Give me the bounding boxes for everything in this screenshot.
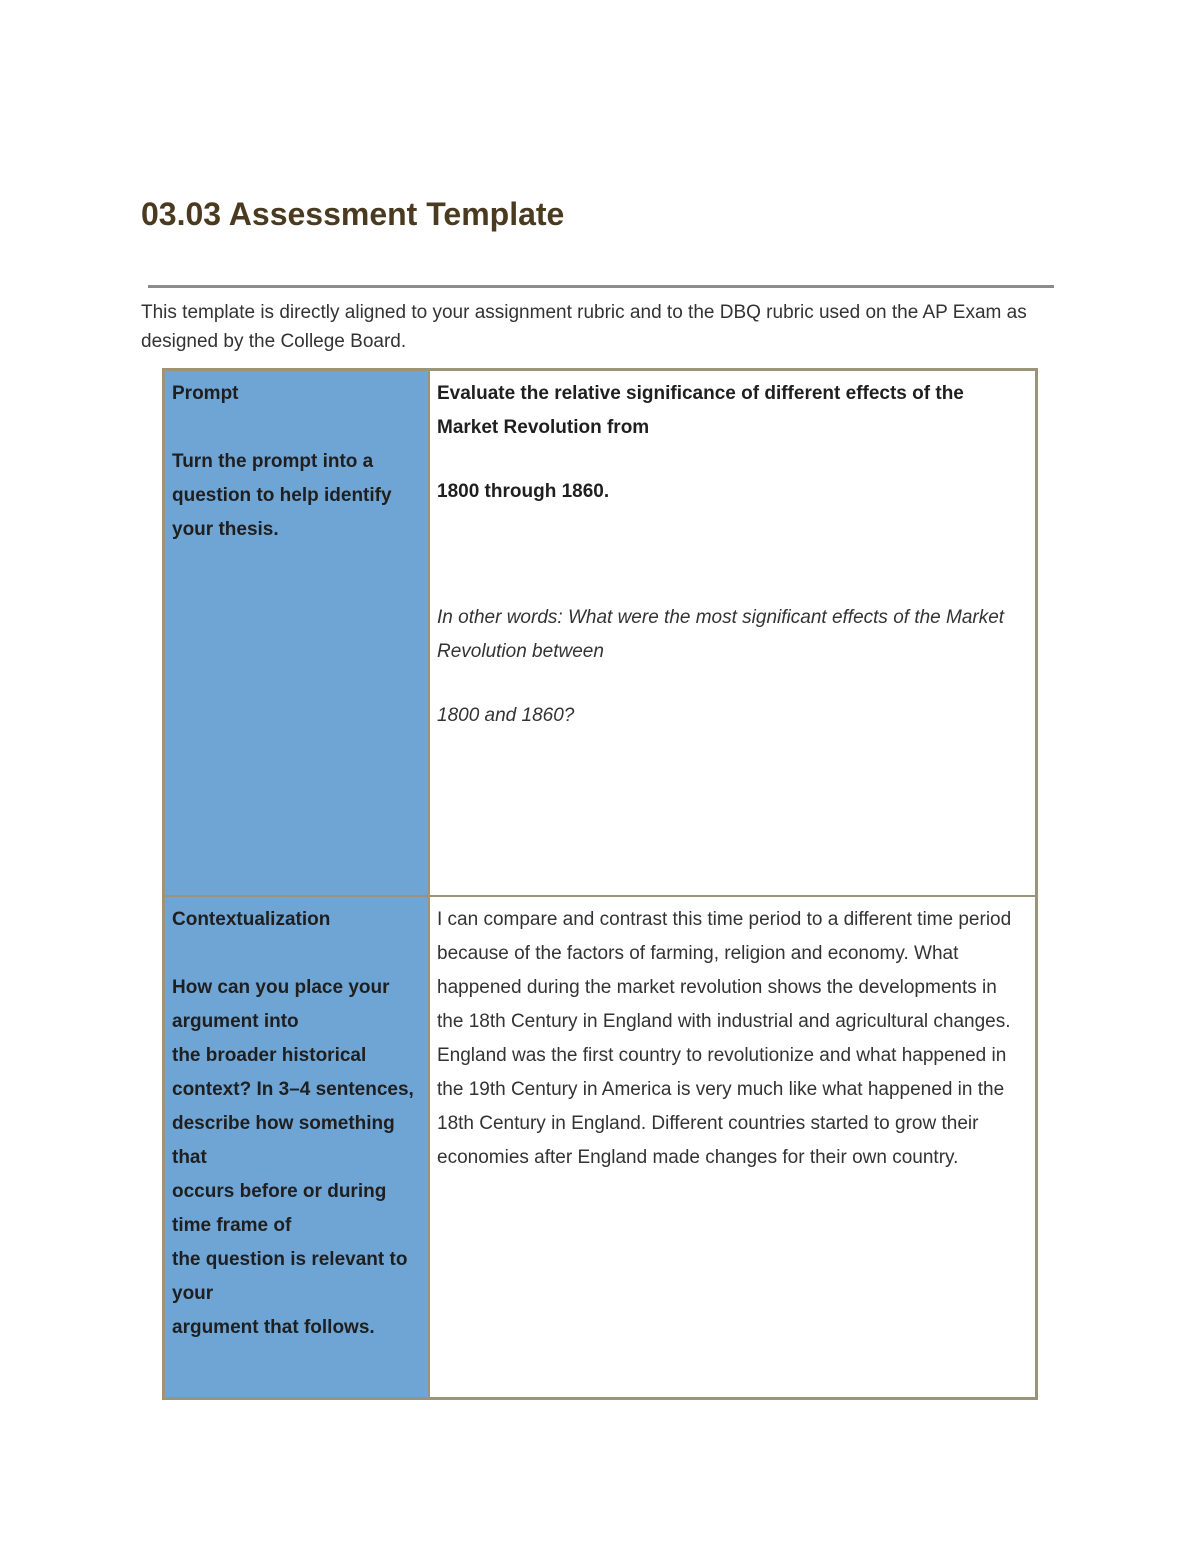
contextualization-response[interactable]: I can compare and contrast this time period to a different time period because of the factors of farming, religion and economy. What happened during the market revolution shows the developments in the 18th Century in England with industrial and agricultural changes. England was the first country to revolutionize and what happened in the 19th Century in America is very much like what happened in the 18th Century in England. Different countries started to grow their economies after England made changes for their own country.: [437, 909, 1012, 1168]
contextualization-response-cell[interactable]: [429, 896, 1037, 1399]
prompt-label-instructions: Turn the prompt into a question to help identify your thesis.: [172, 451, 392, 540]
contextualization-label-cell: [164, 896, 430, 1399]
table-row-prompt: [164, 370, 1037, 897]
prompt-text-line2: 1800 through 1860.: [437, 481, 610, 502]
contextualization-instructions-line: the question is relevant to your: [172, 1249, 408, 1304]
contextualization-instructions-line: occurs before or during time frame of: [172, 1181, 387, 1236]
contextualization-label-heading: Contextualization: [172, 909, 331, 930]
intro-paragraph: This template is directly aligned to your assignment rubric and to the DBQ rubric used on the AP Exam as designed by the College Board.: [141, 302, 1027, 352]
assessment-table: [162, 368, 1038, 1400]
contextualization-instructions-line: the broader historical context? In 3–4 sentences, describe how something that: [172, 1045, 414, 1168]
prompt-text-line1: Evaluate the relative significance of different effects of the Market Revolution from: [437, 383, 964, 438]
title-divider: [148, 285, 1054, 288]
prompt-label-cell: [164, 370, 430, 897]
contextualization-instructions-line: argument that follows.: [172, 1317, 375, 1338]
table-row-contextualization: [164, 896, 1037, 1399]
restated-question-line2: 1800 and 1860?: [437, 705, 575, 726]
prompt-content-cell: [429, 370, 1037, 897]
prompt-label-heading: Prompt: [172, 383, 239, 404]
contextualization-instructions-line: How can you place your argument into: [172, 977, 390, 1032]
restated-question-line1: In other words: What were the most significant effects of the Market Revolution between: [437, 607, 1005, 662]
page-title: 03.03 Assessment Template: [141, 196, 565, 232]
